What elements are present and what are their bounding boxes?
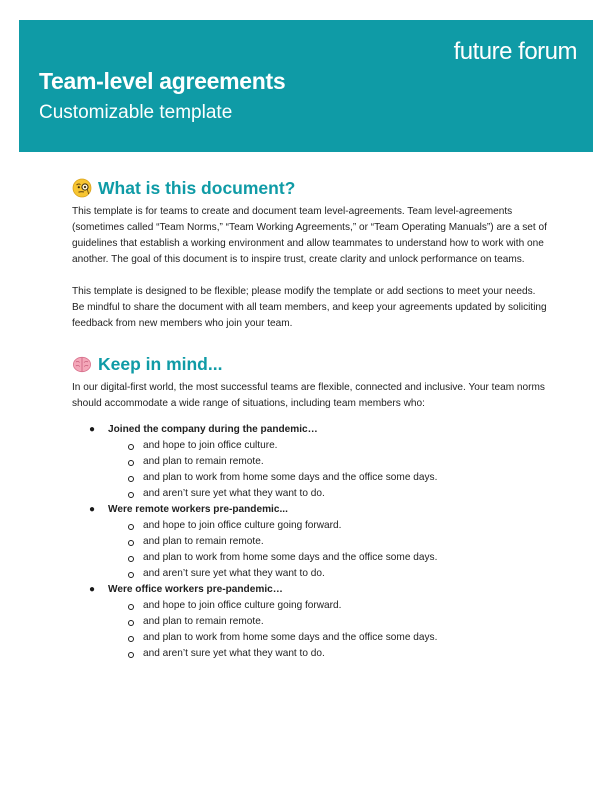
list-item-label: Joined the company during the pandemic…	[108, 424, 318, 435]
situation-list	[72, 422, 550, 662]
sub-list-item: and plan to work from home some days and the office some days.	[108, 470, 550, 486]
section-heading-what	[72, 176, 550, 200]
sub-list-item: and hope to join office culture going forward.	[108, 518, 550, 534]
circle-bullet-icon	[128, 572, 134, 578]
sub-list-item: and aren’t sure yet what they want to do.	[108, 566, 550, 582]
circle-bullet-icon	[128, 652, 134, 658]
circle-bullet-icon	[128, 460, 134, 466]
document-body	[72, 176, 550, 662]
sub-list	[108, 518, 550, 582]
bullet-icon: ●	[89, 504, 96, 515]
sub-list-item: and aren’t sure yet what they want to do.	[108, 646, 550, 662]
circle-bullet-icon	[128, 476, 134, 482]
section-heading-text: What is this document?	[98, 177, 296, 198]
page-subtitle: Customizable template	[39, 102, 233, 123]
circle-bullet-icon	[128, 620, 134, 626]
paragraph: In our digital-first world, the most successful teams are flexible, connected and inclusive. Your team norms should accommodate a wide range of situations, including team members who:	[72, 382, 545, 409]
circle-bullet-icon	[128, 492, 134, 498]
circle-bullet-icon	[128, 540, 134, 546]
paragraph: This template is designed to be flexible; please modify the template or add sections to meet your needs. Be mindful to share the document with all team members, and keep your agreements updated by soliciting feedback from new members who join your team.	[72, 286, 547, 329]
brain-icon	[72, 354, 92, 374]
bullet-icon: ●	[89, 584, 96, 595]
header-banner	[19, 20, 593, 152]
sub-list-item: and plan to remain remote.	[108, 534, 550, 550]
list-item-label: Were remote workers pre-pandemic...	[108, 504, 288, 515]
circle-bullet-icon	[128, 524, 134, 530]
section-heading-text: Keep in mind...	[98, 353, 223, 374]
paragraph: This template is for teams to create and document team level-agreements. Team level-agreements (sometimes called “Team Norms,” “Team Working Agreements,” or “Team Operating Manuals”) are a set of guidelines that establish a working environment and allow teammates to understand how to work with one another. The goal of this document is to inspire trust, create clarity and unlock performance on teams.	[72, 206, 547, 265]
sub-list	[108, 598, 550, 662]
bullet-icon: ●	[89, 424, 96, 435]
sub-list-item: and hope to join office culture going forward.	[108, 598, 550, 614]
section-heading-keep-in-mind	[72, 352, 550, 376]
sub-list-item: and hope to join office culture.	[108, 438, 550, 454]
circle-bullet-icon	[128, 444, 134, 450]
list-item	[72, 502, 550, 582]
list-item	[72, 582, 550, 662]
sub-list	[108, 438, 550, 502]
list-item	[72, 422, 550, 502]
list-item-label: Were office workers pre-pandemic…	[108, 584, 283, 595]
circle-bullet-icon	[128, 604, 134, 610]
circle-bullet-icon	[128, 636, 134, 642]
sub-list-item: and plan to remain remote.	[108, 454, 550, 470]
brand-logo-text: future forum	[453, 38, 577, 65]
sub-list-item: and plan to work from home some days and the office some days.	[108, 630, 550, 646]
circle-bullet-icon	[128, 556, 134, 562]
sub-list-item: and plan to work from home some days and the office some days.	[108, 550, 550, 566]
sub-list-item: and aren’t sure yet what they want to do.	[108, 486, 550, 502]
monocle-face-icon	[72, 178, 92, 198]
sub-list-item: and plan to remain remote.	[108, 614, 550, 630]
page-title: Team-level agreements	[39, 68, 286, 94]
